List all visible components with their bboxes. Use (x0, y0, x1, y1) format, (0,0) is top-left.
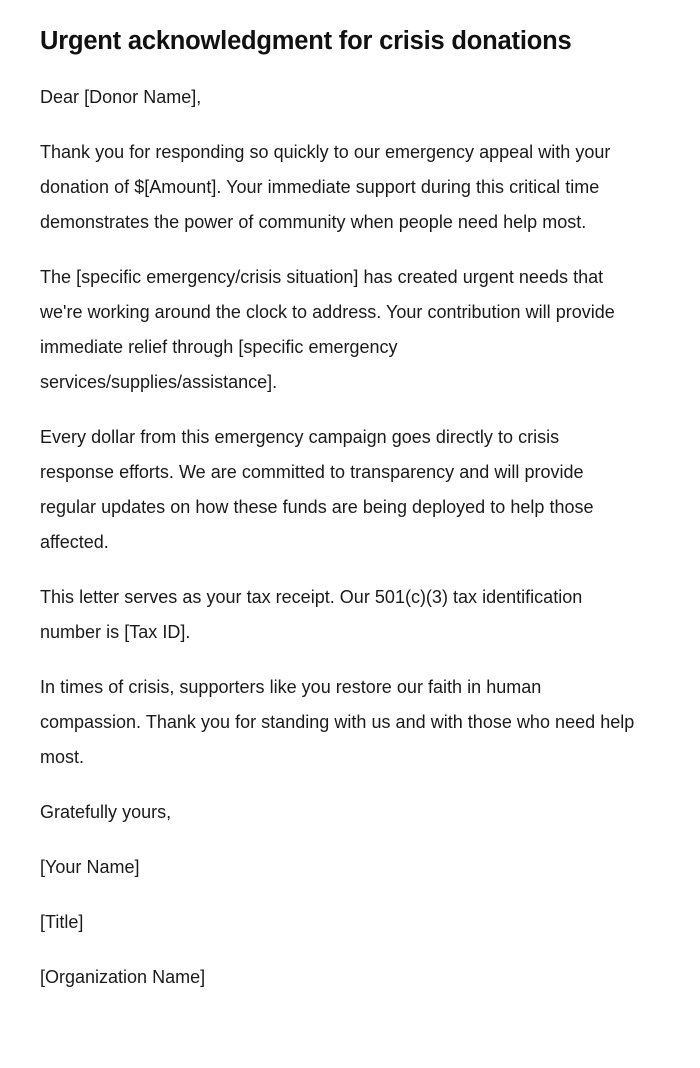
paragraph-thank-you-opening: Thank you for responding so quickly to our emergency appeal with your donation of $[Amount]. Your immediate support during this critical time demonstrates the power of community when people need help most. (40, 142, 611, 232)
page-title: Urgent acknowledgment for crisis donations (40, 27, 572, 55)
paragraph-signer-title: [Title] (40, 912, 84, 932)
paragraph-crisis-description: The [specific emergency/crisis situation] has created urgent needs that we're working around the clock to address. Your contribution will provide immediate relief through [specific emergency services/supplies/assistance]. (40, 267, 615, 392)
paragraph-salutation: Dear [Donor Name], (40, 87, 202, 107)
paragraph-sign-off: Gratefully yours, (40, 802, 172, 822)
paragraph-signer-name: [Your Name] (40, 857, 140, 877)
paragraph-transparency-statement: Every dollar from this emergency campaign goes directly to crisis response efforts. We are committed to transparency and will provide regular updates on how these funds are being deployed to help those affected. (40, 427, 594, 552)
paragraph-closing-sentiment: In times of crisis, supporters like you restore our faith in human compassion. Thank you for standing with us and with those who need help most. (40, 677, 635, 767)
paragraph-tax-receipt: This letter serves as your tax receipt. Our 501(c)(3) tax identification number is [Tax ID]. (40, 587, 583, 642)
paragraph-organization-name: [Organization Name] (40, 967, 206, 987)
letter-body (40, 80, 638, 995)
